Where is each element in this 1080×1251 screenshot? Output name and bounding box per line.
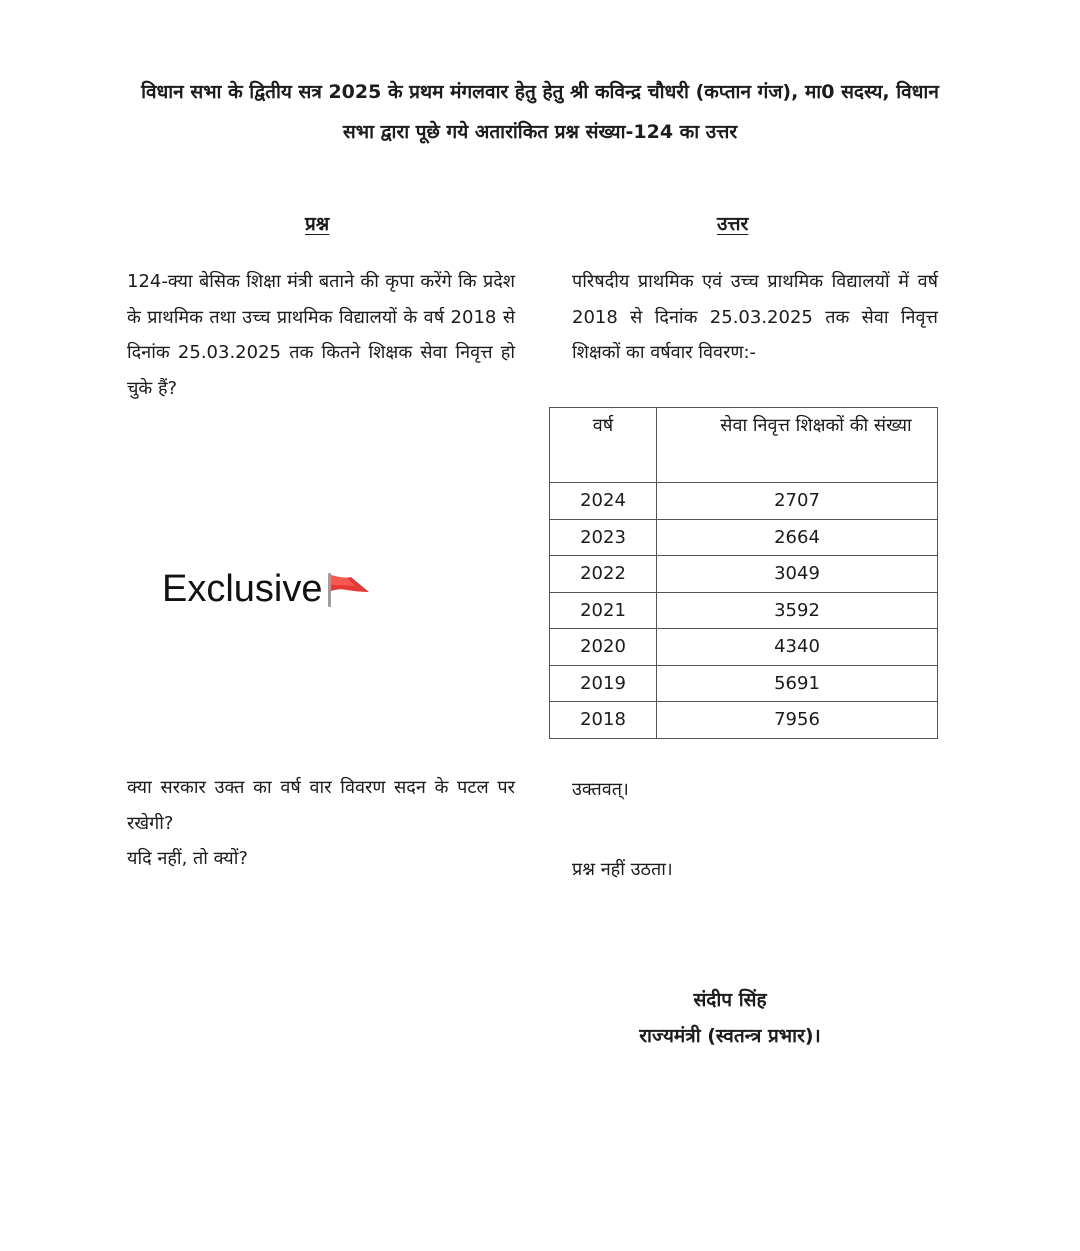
year-cell: 2023 bbox=[550, 519, 657, 556]
table-header-row bbox=[550, 408, 938, 483]
answer-3: प्रश्न नहीं उठता। bbox=[572, 859, 673, 880]
question-1: 124-क्या बेसिक शिक्षा मंत्री बताने की कृपा करेंगे कि प्रदेश के प्राथमिक तथा उच्च प्राथमिक विद्यालयों के वर्ष 2018 से दिनांक 25.03.2025 तक कितने शिक्षक सेवा निवृत्त हो चुके हैं? bbox=[127, 271, 515, 399]
count-cell: 2664 bbox=[657, 519, 938, 556]
year-cell: 2021 bbox=[550, 592, 657, 629]
year-cell: 2018 bbox=[550, 702, 657, 739]
answer-2: उक्तवत्। bbox=[572, 779, 629, 800]
count-cell: 5691 bbox=[657, 665, 938, 702]
table-row bbox=[550, 702, 938, 739]
table-row bbox=[550, 629, 938, 666]
question-2-text: क्या सरकार उक्त का वर्ष वार विवरण सदन के पटल पर रखेगी? bbox=[127, 777, 515, 834]
year-cell: 2019 bbox=[550, 665, 657, 702]
year-cell: 2022 bbox=[550, 556, 657, 593]
signatory-title: राज्यमंत्री (स्वतन्त्र प्रभार)। bbox=[639, 1025, 821, 1047]
red-flag-icon bbox=[325, 570, 371, 610]
retired-teachers-table bbox=[549, 407, 938, 739]
answer-1: परिषदीय प्राथमिक एवं उच्च प्राथमिक विद्यालयों में वर्ष 2018 से दिनांक 25.03.2025 तक सेवा निवृत्त शिक्षकों का वर्षवार विवरण:- bbox=[572, 271, 938, 363]
table-row bbox=[550, 665, 938, 702]
question-column-heading: प्रश्न bbox=[305, 213, 330, 235]
question-2 bbox=[127, 770, 515, 877]
signatory-name: संदीप सिंह bbox=[693, 989, 767, 1011]
answer-column-heading: उत्तर bbox=[717, 213, 749, 235]
exclusive-watermark bbox=[162, 568, 371, 611]
count-cell: 7956 bbox=[657, 702, 938, 739]
count-column-header: सेवा निवृत्त शिक्षकों की संख्या bbox=[657, 408, 938, 483]
document-heading: विधान सभा के द्वितीय सत्र 2025 के प्रथम मंगलवार हेतु हेतु श्री कविन्द्र चौधरी (कप्तान गंज), मा0 सदस्य, विधान सभा द्वारा पूछे गये अतारांकित प्रश्न संख्या-124 का उत्तर bbox=[141, 81, 939, 143]
table-row bbox=[550, 519, 938, 556]
question-3-text: यदि नहीं, तो क्यों? bbox=[127, 848, 248, 869]
count-cell: 2707 bbox=[657, 483, 938, 520]
year-column-header: वर्ष bbox=[550, 408, 657, 483]
year-cell: 2020 bbox=[550, 629, 657, 666]
table-row bbox=[550, 483, 938, 520]
count-cell: 3049 bbox=[657, 556, 938, 593]
watermark-text: Exclusive bbox=[162, 568, 323, 610]
count-cell: 3592 bbox=[657, 592, 938, 629]
table-row bbox=[550, 592, 938, 629]
year-cell: 2024 bbox=[550, 483, 657, 520]
table-row bbox=[550, 556, 938, 593]
count-cell: 4340 bbox=[657, 629, 938, 666]
